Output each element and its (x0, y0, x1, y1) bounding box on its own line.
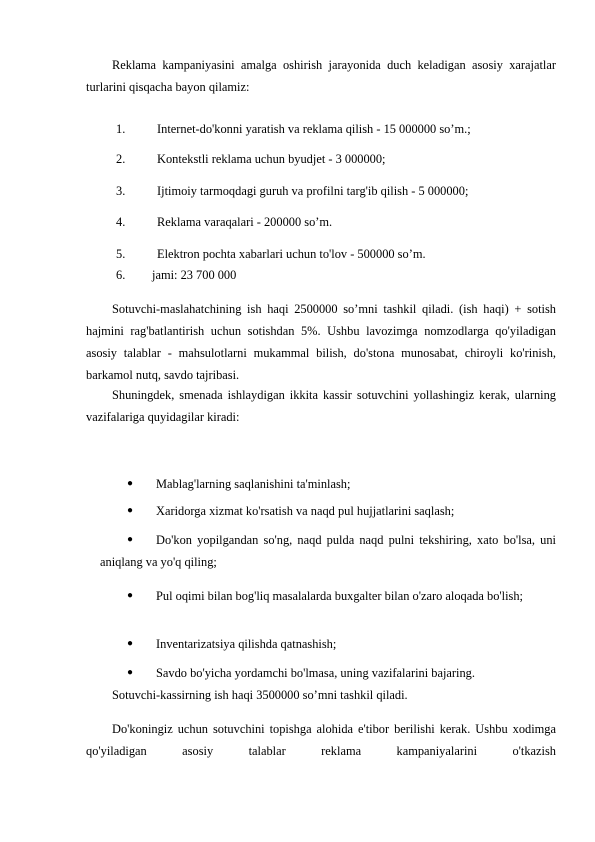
duty-text: Inventarizatsiya qilishda qatnashish; (156, 637, 337, 651)
bullet-icon: ● (127, 505, 134, 516)
consultant-paragraph: Sotuvchi-maslahatchining ish haqi 2500000 so’mni tashkil qiladi. (ish haqi) + sotish hajmini rag'batlantirish uchun sotishdan 5%. Ushbu lavozimga nomzodlarga qo'yiladigan asosiy talablar - mahsulotlarni mukammal bilish, do'stona munosabat, chiroyli ko'rinish, barkamol nutq, savdo tajribasi. (86, 302, 556, 382)
duty-text: Savdo bo'yicha yordamchi bo'lmasa, uning vazifalarini bajaring. (156, 666, 475, 680)
cashier-salary-paragraph: Sotuvchi-kassirning ish haqi 3500000 so’mni tashkil qiladi. (112, 688, 408, 702)
expense-number: 4. (116, 215, 126, 229)
intro-paragraph: Reklama kampaniyasini amalga oshirish jarayonida duch keladigan asosiy xarajatlar turlarini qisqacha bayon qilamiz: (86, 58, 556, 94)
bullet-icon: ● (127, 590, 134, 601)
expense-text: Reklama varaqalari - 200000 so’m. (157, 215, 333, 229)
duty-text: Pul oqimi bilan bog'liq masalalarda buxgalter bilan o'zaro aloqada bo'lish; (156, 589, 523, 603)
duty-text: Xaridorga xizmat ko'rsatish va naqd pul hujjatlarini saqlash; (156, 504, 455, 518)
cashier-intro-paragraph: Shuningdek, smenada ishlaydigan ikkita kassir sotuvchini yollashingiz kerak, ularning vazifalariga quyidagilar kiradi: (86, 388, 556, 424)
duty-text: Do'kon yopilgandan so'ng, naqd pulda naqd pulni tekshiring, xato bo'lsa, uni aniqlang va yo'q qiling; (100, 533, 556, 569)
duty-list-item (100, 585, 556, 607)
expense-number: 5. (116, 247, 126, 261)
bullet-icon: ● (127, 534, 134, 545)
final-paragraph: Do'koningiz uchun sotuvchini topishga alohida e'tibor berilishi kerak. Ushbu xodimga qo'yiladigan asosiy talablar reklama kampaniyalarini o'tkazish (86, 722, 556, 758)
duty-list-item (100, 633, 556, 655)
expense-text: Elektron pochta xabarlari uchun to'lov - 500000 so’m. (157, 247, 426, 261)
duty-text: Mablag'larning saqlanishini ta'minlash; (156, 477, 351, 491)
duty-list-item (100, 662, 556, 684)
expense-number: 2. (116, 152, 126, 166)
bullet-icon: ● (127, 638, 134, 649)
expense-number: 1. (116, 122, 126, 136)
duty-list-item (100, 529, 556, 573)
duty-list-item (100, 500, 556, 522)
expense-text: Ijtimoiy tarmoqdagi guruh va profilni targ'ib qilish - 5 000000; (157, 184, 469, 198)
expense-number: 6. (116, 268, 126, 282)
expense-number: 3. (116, 184, 126, 198)
duty-list-item (100, 473, 556, 495)
expense-text: Kontekstli reklama uchun byudjet - 3 000000; (157, 152, 386, 166)
bullet-icon: ● (127, 667, 134, 678)
expense-total-text: jami: 23 700 000 (152, 268, 237, 282)
bullet-icon: ● (127, 478, 134, 489)
expense-text: Internet-do'konni yaratish va reklama qilish - 15 000000 so’m.; (157, 122, 471, 136)
